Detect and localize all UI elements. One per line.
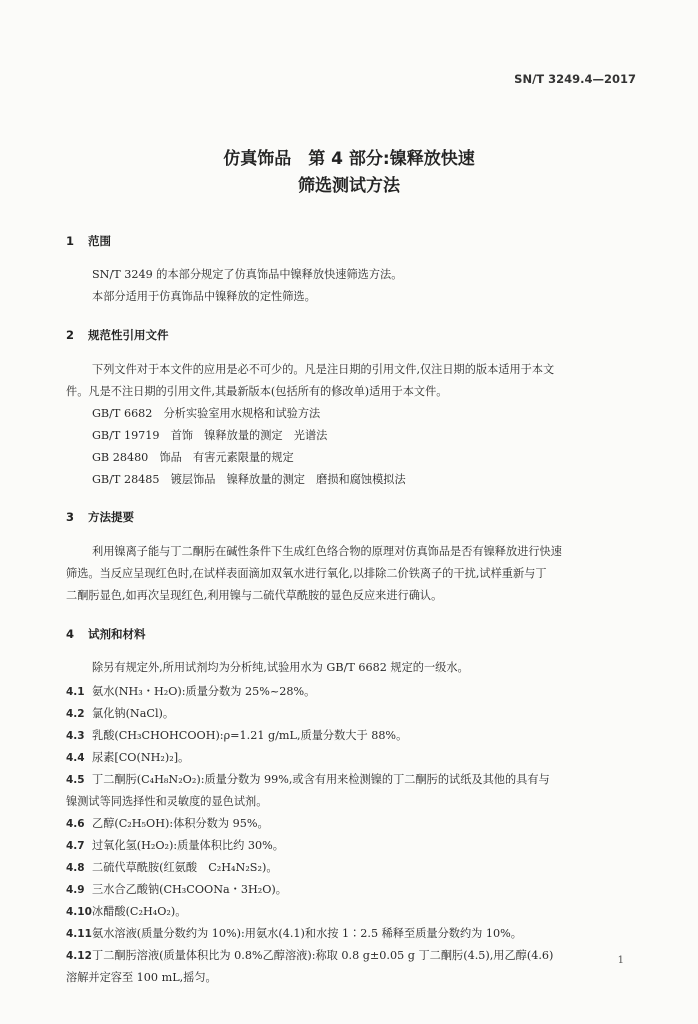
reagent-item [66, 749, 189, 765]
section-number: 4 [66, 627, 75, 641]
item-number: 4.3 [66, 730, 85, 742]
item-number: 4.4 [66, 752, 85, 764]
item-number: 4.12 [66, 950, 92, 962]
item-number: 4.8 [66, 862, 85, 874]
paragraph: 下列文件对于本文件的应用是必不可少的。凡是注日期的引用文件,仅注日期的版本适用于本文 [92, 363, 555, 376]
paragraph: 筛选。当反应呈现红色时,在试样表面滴加双氧水进行氧化,以排除二价铁离子的干扰,试样重新与丁 [66, 567, 547, 580]
item-text: 乙醇(C₂H₅OH):体积分数为 95%。 [92, 817, 269, 830]
item-text: 乳酸(CH₃CHOHCOOH):ρ=1.21 g/mL,质量分数大于 88%。 [92, 729, 408, 742]
section-4-heading [66, 626, 146, 642]
item-number: 4.11 [66, 928, 92, 940]
reagent-item [66, 925, 522, 941]
item-number: 4.10 [66, 906, 92, 918]
standard-code: SN/T 3249.4—2017 [514, 72, 636, 86]
item-number: 4.7 [66, 840, 85, 852]
section-title: 范围 [88, 234, 111, 248]
section-2-heading [66, 327, 169, 343]
paragraph: 除另有规定外,所用试剂均为分析纯,试验用水为 GB/T 6682 规定的一级水。 [92, 661, 469, 674]
item-text: 三水合乙酸钠(CH₃COONa・3H₂O)。 [92, 883, 287, 896]
reagent-item [66, 881, 287, 897]
reference-item: GB/T 28485 镀层饰品 镍释放量的测定 磨损和腐蚀模拟法 [92, 473, 406, 486]
item-text: 丁二酮肟溶液(质量体积比为 0.8%乙醇溶液):称取 0.8 g±0.05 g 丁二酮肟(4.5),用乙醇(4.6) [92, 949, 554, 962]
page-number: 1 [617, 955, 624, 966]
section-number: 2 [66, 328, 75, 342]
title-line-2: 筛选测试方法 [298, 176, 400, 196]
reagent-item-continued [66, 793, 267, 809]
item-text: 丁二酮肟(C₄H₈N₂O₂):质量分数为 99%,或含有用来检测镍的丁二酮肟的试纸及其他的具有与 [92, 773, 550, 786]
reagent-item [66, 683, 315, 699]
reagent-item [66, 859, 278, 875]
item-text: 氨水(NH₃・H₂O):质量分数为 25%~28%。 [92, 685, 316, 698]
item-number: 4.2 [66, 708, 85, 720]
paragraph: 件。凡是不注日期的引用文件,其最新版本(包括所有的修改单)适用于本文件。 [66, 385, 448, 398]
item-number: 4.5 [66, 774, 85, 786]
reference-item: GB/T 19719 首饰 镍释放量的测定 光谱法 [92, 429, 328, 442]
item-text: 二硫代草酰胺(红氨酸 C₂H₄N₂S₂)。 [92, 861, 278, 874]
reagent-item [66, 727, 407, 743]
reagent-item-continued [66, 969, 217, 985]
item-text: 氯化钠(NaCl)。 [92, 707, 175, 720]
item-text: 溶解并定容至 100 mL,摇匀。 [66, 971, 217, 984]
reagent-item [66, 837, 284, 853]
item-number: 4.6 [66, 818, 85, 830]
reagent-item [66, 815, 269, 831]
reagent-item [66, 947, 553, 963]
item-number: 4.1 [66, 686, 85, 698]
item-text: 镍测试等同选择性和灵敏度的显色试剂。 [66, 795, 268, 808]
item-text: 冰醋酸(C₂H₄O₂)。 [92, 905, 187, 918]
section-number: 1 [66, 234, 75, 248]
item-text: 过氧化氢(H₂O₂):质量体积比约 30%。 [92, 839, 284, 852]
section-title: 方法提要 [88, 510, 134, 524]
paragraph: SN/T 3249 的本部分规定了仿真饰品中镍释放快速筛选方法。 [92, 268, 403, 281]
section-title: 试剂和材料 [88, 627, 146, 641]
reagent-item [66, 771, 550, 787]
paragraph: 利用镍离子能与丁二酮肟在碱性条件下生成红色络合物的原理对仿真饰品是否有镍释放进行快速 [92, 545, 562, 558]
item-number: 4.9 [66, 884, 85, 896]
reference-item: GB 28480 饰品 有害元素限量的规定 [92, 451, 294, 464]
item-text: 尿素[CO(NH₂)₂]。 [92, 751, 190, 764]
paragraph: 二酮肟显色,如再次呈现红色,利用镍与二硫代草酰胺的显色反应来进行确认。 [66, 589, 443, 602]
paragraph: 本部分适用于仿真饰品中镍释放的定性筛选。 [92, 290, 316, 303]
title-line-1: 仿真饰品 第 4 部分:镍释放快速 [223, 149, 475, 169]
reference-item: GB/T 6682 分析实验室用水规格和试验方法 [92, 407, 321, 420]
section-3-heading [66, 509, 134, 525]
section-1-heading [66, 233, 111, 249]
section-title: 规范性引用文件 [88, 328, 169, 342]
reagent-item [66, 903, 186, 919]
item-text: 氨水溶液(质量分数约为 10%):用氨水(4.1)和水按 1∶2.5 稀释至质量分数约为 10%。 [92, 927, 522, 940]
section-number: 3 [66, 510, 75, 524]
reagent-item [66, 705, 174, 721]
